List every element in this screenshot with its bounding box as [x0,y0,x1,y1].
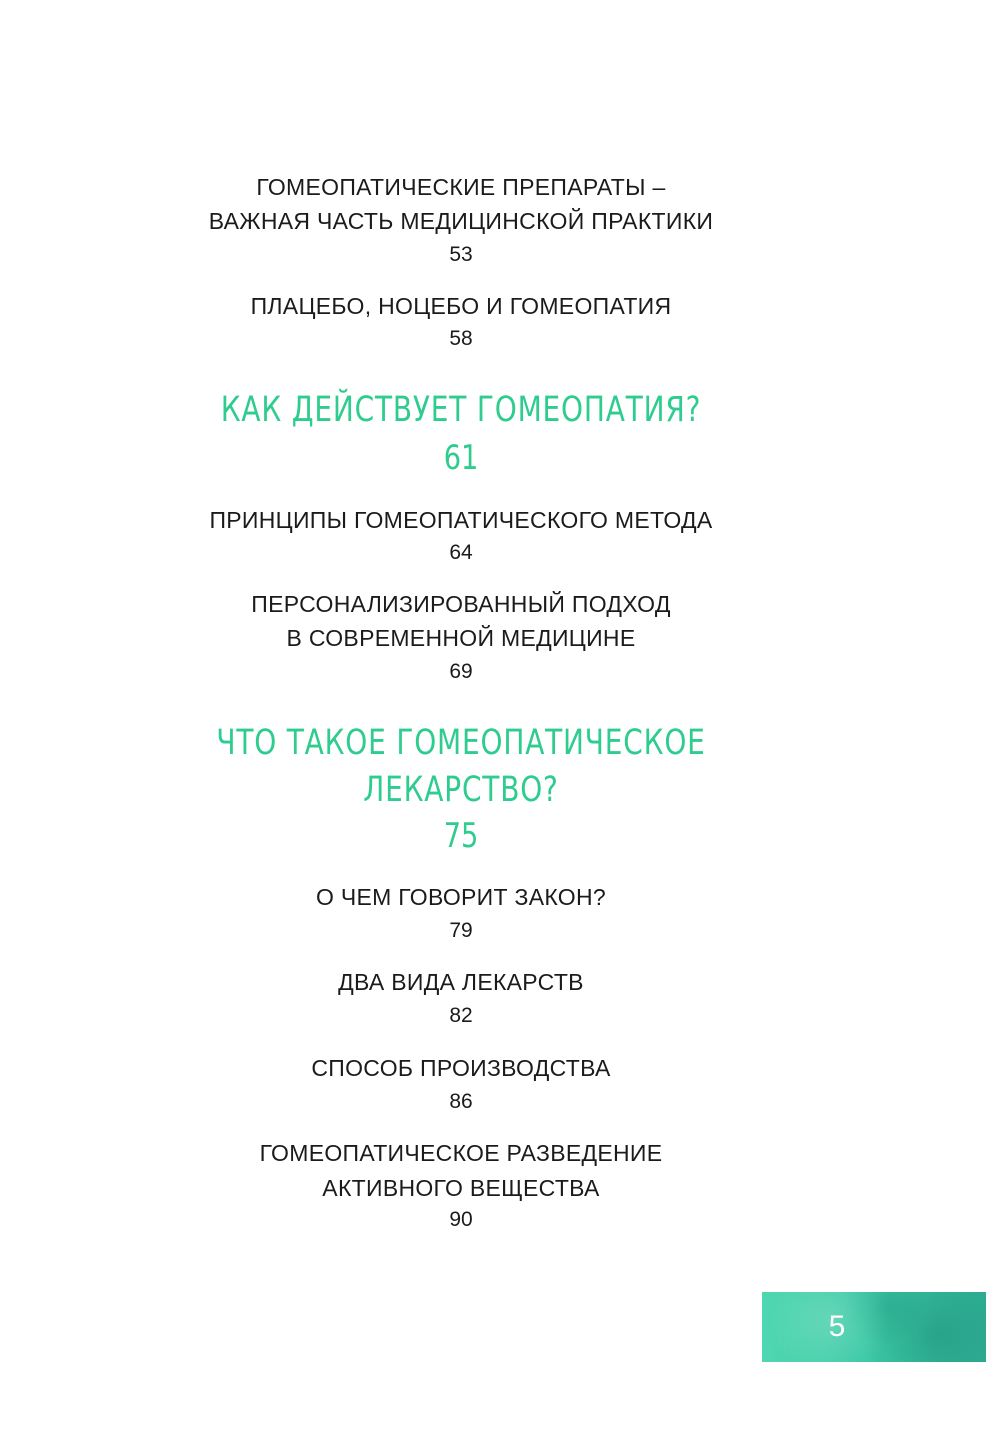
toc-entry-title: ПРИНЦИПЫ ГОМЕОПАТИЧЕСКОГО МЕТОДА [209,507,713,533]
toc-section-page: 75 [443,816,479,856]
toc-section-page: 61 [443,438,479,478]
toc-entry-title: АКТИВНОГО ВЕЩЕСТВА [322,1175,600,1201]
toc-entry-title: О ЧЕМ ГОВОРИТ ЗАКОН? [316,884,606,910]
toc-entry-title: В СОВРЕМЕННОЙ МЕДИЦИНЕ [286,625,636,651]
toc-entry-page: 58 [449,327,473,350]
page-number-tab [762,1292,986,1362]
toc-entry-page: 79 [449,919,473,942]
toc-section-title: ЧТО ТАКОЕ ГОМЕОПАТИЧЕСКОЕ [216,723,706,763]
toc-entry-title: ПЕРСОНАЛИЗИРОВАННЫЙ ПОДХОД [251,591,671,617]
toc-section-title: КАК ДЕЙСТВУЕТ ГОМЕОПАТИЯ? [220,390,702,430]
toc-entry-page: 53 [449,243,473,266]
toc-entry-page: 69 [449,660,473,683]
page-number: 5 [828,1310,846,1343]
toc-entry-page: 64 [449,541,473,564]
toc-entry-title: ПЛАЦЕБО, НОЦЕБО И ГОМЕОПАТИЯ [250,293,672,319]
toc-section-title: ЛЕКАРСТВО? [363,770,559,810]
toc-entry-title: ГОМЕОПАТИЧЕСКОЕ РАЗВЕДЕНИЕ [259,1140,663,1166]
toc-entry-title: СПОСОБ ПРОИЗВОДСТВА [311,1055,611,1081]
toc-entry-title: ГОМЕОПАТИЧЕСКИЕ ПРЕПАРАТЫ – [256,174,666,200]
toc-entry-title: ДВА ВИДА ЛЕКАРСТВ [338,969,584,995]
toc-entry-title: ВАЖНАЯ ЧАСТЬ МЕДИЦИНСКОЙ ПРАКТИКИ [208,208,714,234]
toc-entry-page: 82 [449,1004,473,1027]
toc-entry-page: 86 [449,1090,473,1113]
toc-entry-page: 90 [449,1208,473,1231]
